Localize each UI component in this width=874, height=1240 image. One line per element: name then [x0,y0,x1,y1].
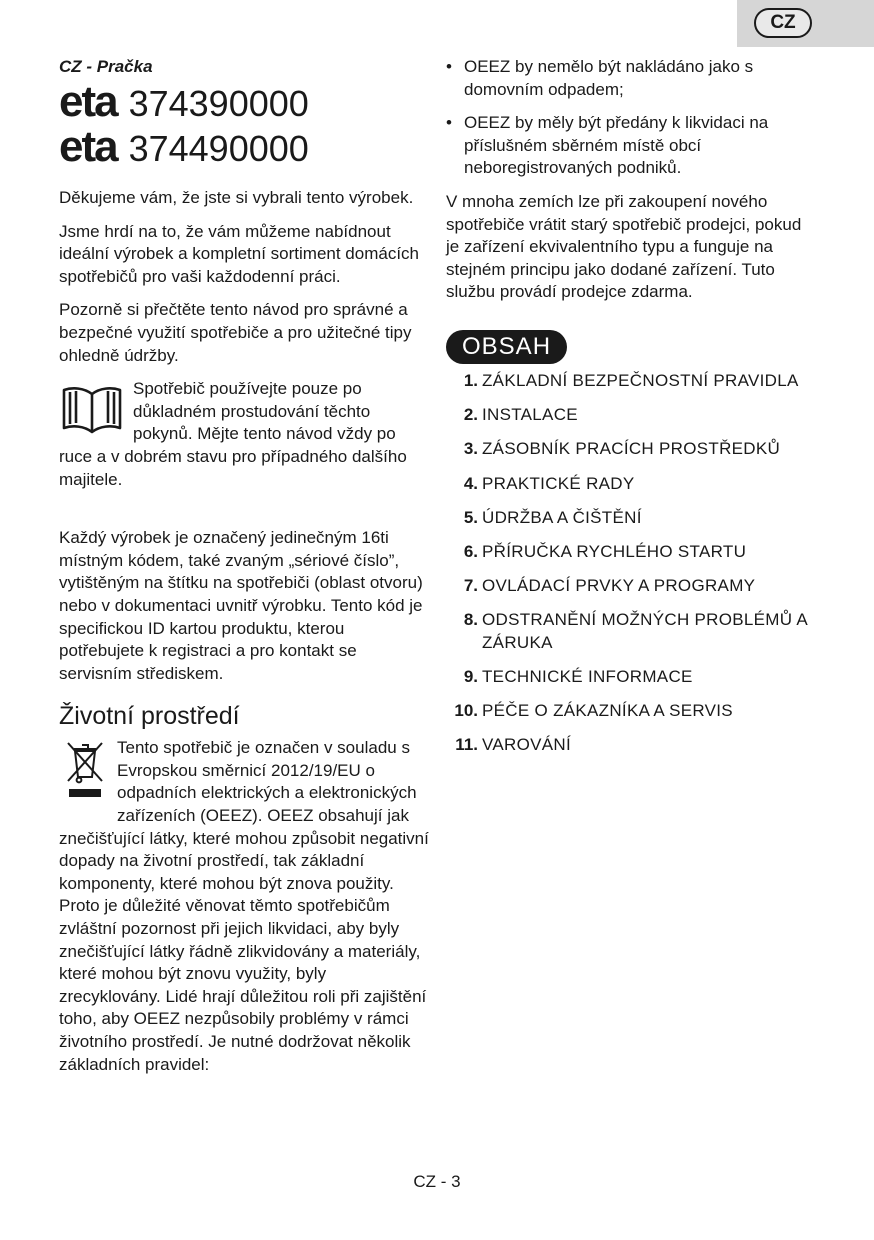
brand-line-2 [59,122,431,171]
toc-item[interactable]: 7. OVLÁDACÍ PRVKY A PROGRAMY [463,576,756,596]
toc-item[interactable]: 4. PRAKTICKÉ RADY [463,473,635,493]
manual-note-text: Spotřebič používejte pouze po důkladném prostudování těchto pokynů. Mějte tento návod vždy po ruce a v dobrém stavu pro případného dalšího majitele. [59,379,407,489]
left-column [59,56,431,1076]
environment-text: Tento spotřebič je označen v souladu s Evropskou směrnicí 2012/19/EU o odpadních elektrických a elektronických zařízeních (OEEZ). OEEZ obsahují jak znečišťující látky, které mohou způsobit negativní dopady na životní prostředí, tak základní komponenty, které mohou být znova použity. Proto je důležité věnovat těmto spotřebičům zvláštní pozornost při jejich likvidaci, aby byly znečišťující látky řádně zlikvidovány a materiály, které mohou být znovu využity, byly zrecyklovány. Lidé hrají důležitou roli při zajištění toho, aby OEEZ nezpůsobily problémy v rámci životního prostředí. Je nutné dodržovat několik základních pravidel: [59,738,429,1074]
toc-item[interactable]: 3. ZÁSOBNÍK PRACÍCH PROSTŘEDKŮ [463,439,781,459]
toc-item[interactable]: 11. VAROVÁNÍ [455,735,571,755]
environment-block [59,737,431,1076]
toc-item[interactable]: 5. ÚDRŽBA A ČIŠTĚNÍ [463,507,642,527]
eta-logo: eta [59,122,117,171]
thanks-paragraph: Děkujeme vám, že jste si vybrali tento výrobek. [59,188,414,207]
table-of-contents [446,370,816,757]
list-item: • OEEZ by nemělo být nakládáno jako s domovním odpadem; [446,57,754,99]
language-tab [737,0,874,47]
eta-logo: eta [59,77,117,126]
toc-item[interactable]: 1. ZÁKLADNÍ BEZPEČNOSTNÍ PRAVIDLA [463,370,799,390]
return-note: V mnoha zemích lze při zakoupení nového spotřebiče vrátit starý spotřebič prodejci, pokud je zařízení ekvivalentního typu a funguje na stejném principu jako dodané zařízení. Tuto službu provádí prodejce zdarma. [446,191,802,302]
toc-title: OBSAH [446,330,567,364]
open-book-icon [59,382,125,439]
page-number: CZ - 3 [413,1172,461,1191]
toc-item[interactable]: 10. PÉČE O ZÁKAZNÍKA A SERVIS [454,701,733,721]
disposal-rules-list [446,56,816,180]
read-manual-paragraph: Pozorně si přečtěte tento návod pro správné a bezpečné využití spotřebiče a pro užitečné tipy ohledně údržby. [59,300,412,365]
toc-item[interactable]: 9. TECHNICKÉ INFORMACE [463,667,693,687]
crossed-out-bin-icon [63,739,107,804]
section-label: CZ - Pračka [59,57,153,76]
model-number-1: 374390000 [128,83,309,124]
manual-note [59,378,431,491]
environment-heading: Životní prostředí [59,702,240,731]
brand-line-1 [59,77,431,126]
toc-item[interactable]: 6. PŘÍRUČKA RYCHLÉHO STARTU [463,541,747,561]
pride-paragraph: Jsme hrdí na to, že vám můžeme nabídnout ideální výrobek a kompletní sortiment domácích spotřebičů pro vaši každodenní práci. [59,221,420,286]
model-number-2: 374490000 [128,128,309,169]
language-badge: CZ [754,8,812,38]
toc-item[interactable]: 8. ODSTRANĚNÍ MOŽNÝCH PROBLÉMŮ A ZÁRUKA [463,610,808,652]
toc-item[interactable]: 2. INSTALACE [463,405,578,425]
serial-number-paragraph: Každý výrobek je označený jedinečným 16ti místným kódem, také zvaným „sériové číslo”, vytištěným na štítku na spotřebiči (oblast otvoru) nebo v dokumentaci uvnitř výrobku. Tento kód je specifickou ID kartou produktu, kterou potřebujete k registraci a pro kontakt se servisním střediskem. [59,528,423,683]
right-column [446,56,816,769]
list-item: • OEEZ by měly být předány k likvidaci na příslušném sběrném místě obcí neboregistrovaných podniků. [446,113,769,178]
